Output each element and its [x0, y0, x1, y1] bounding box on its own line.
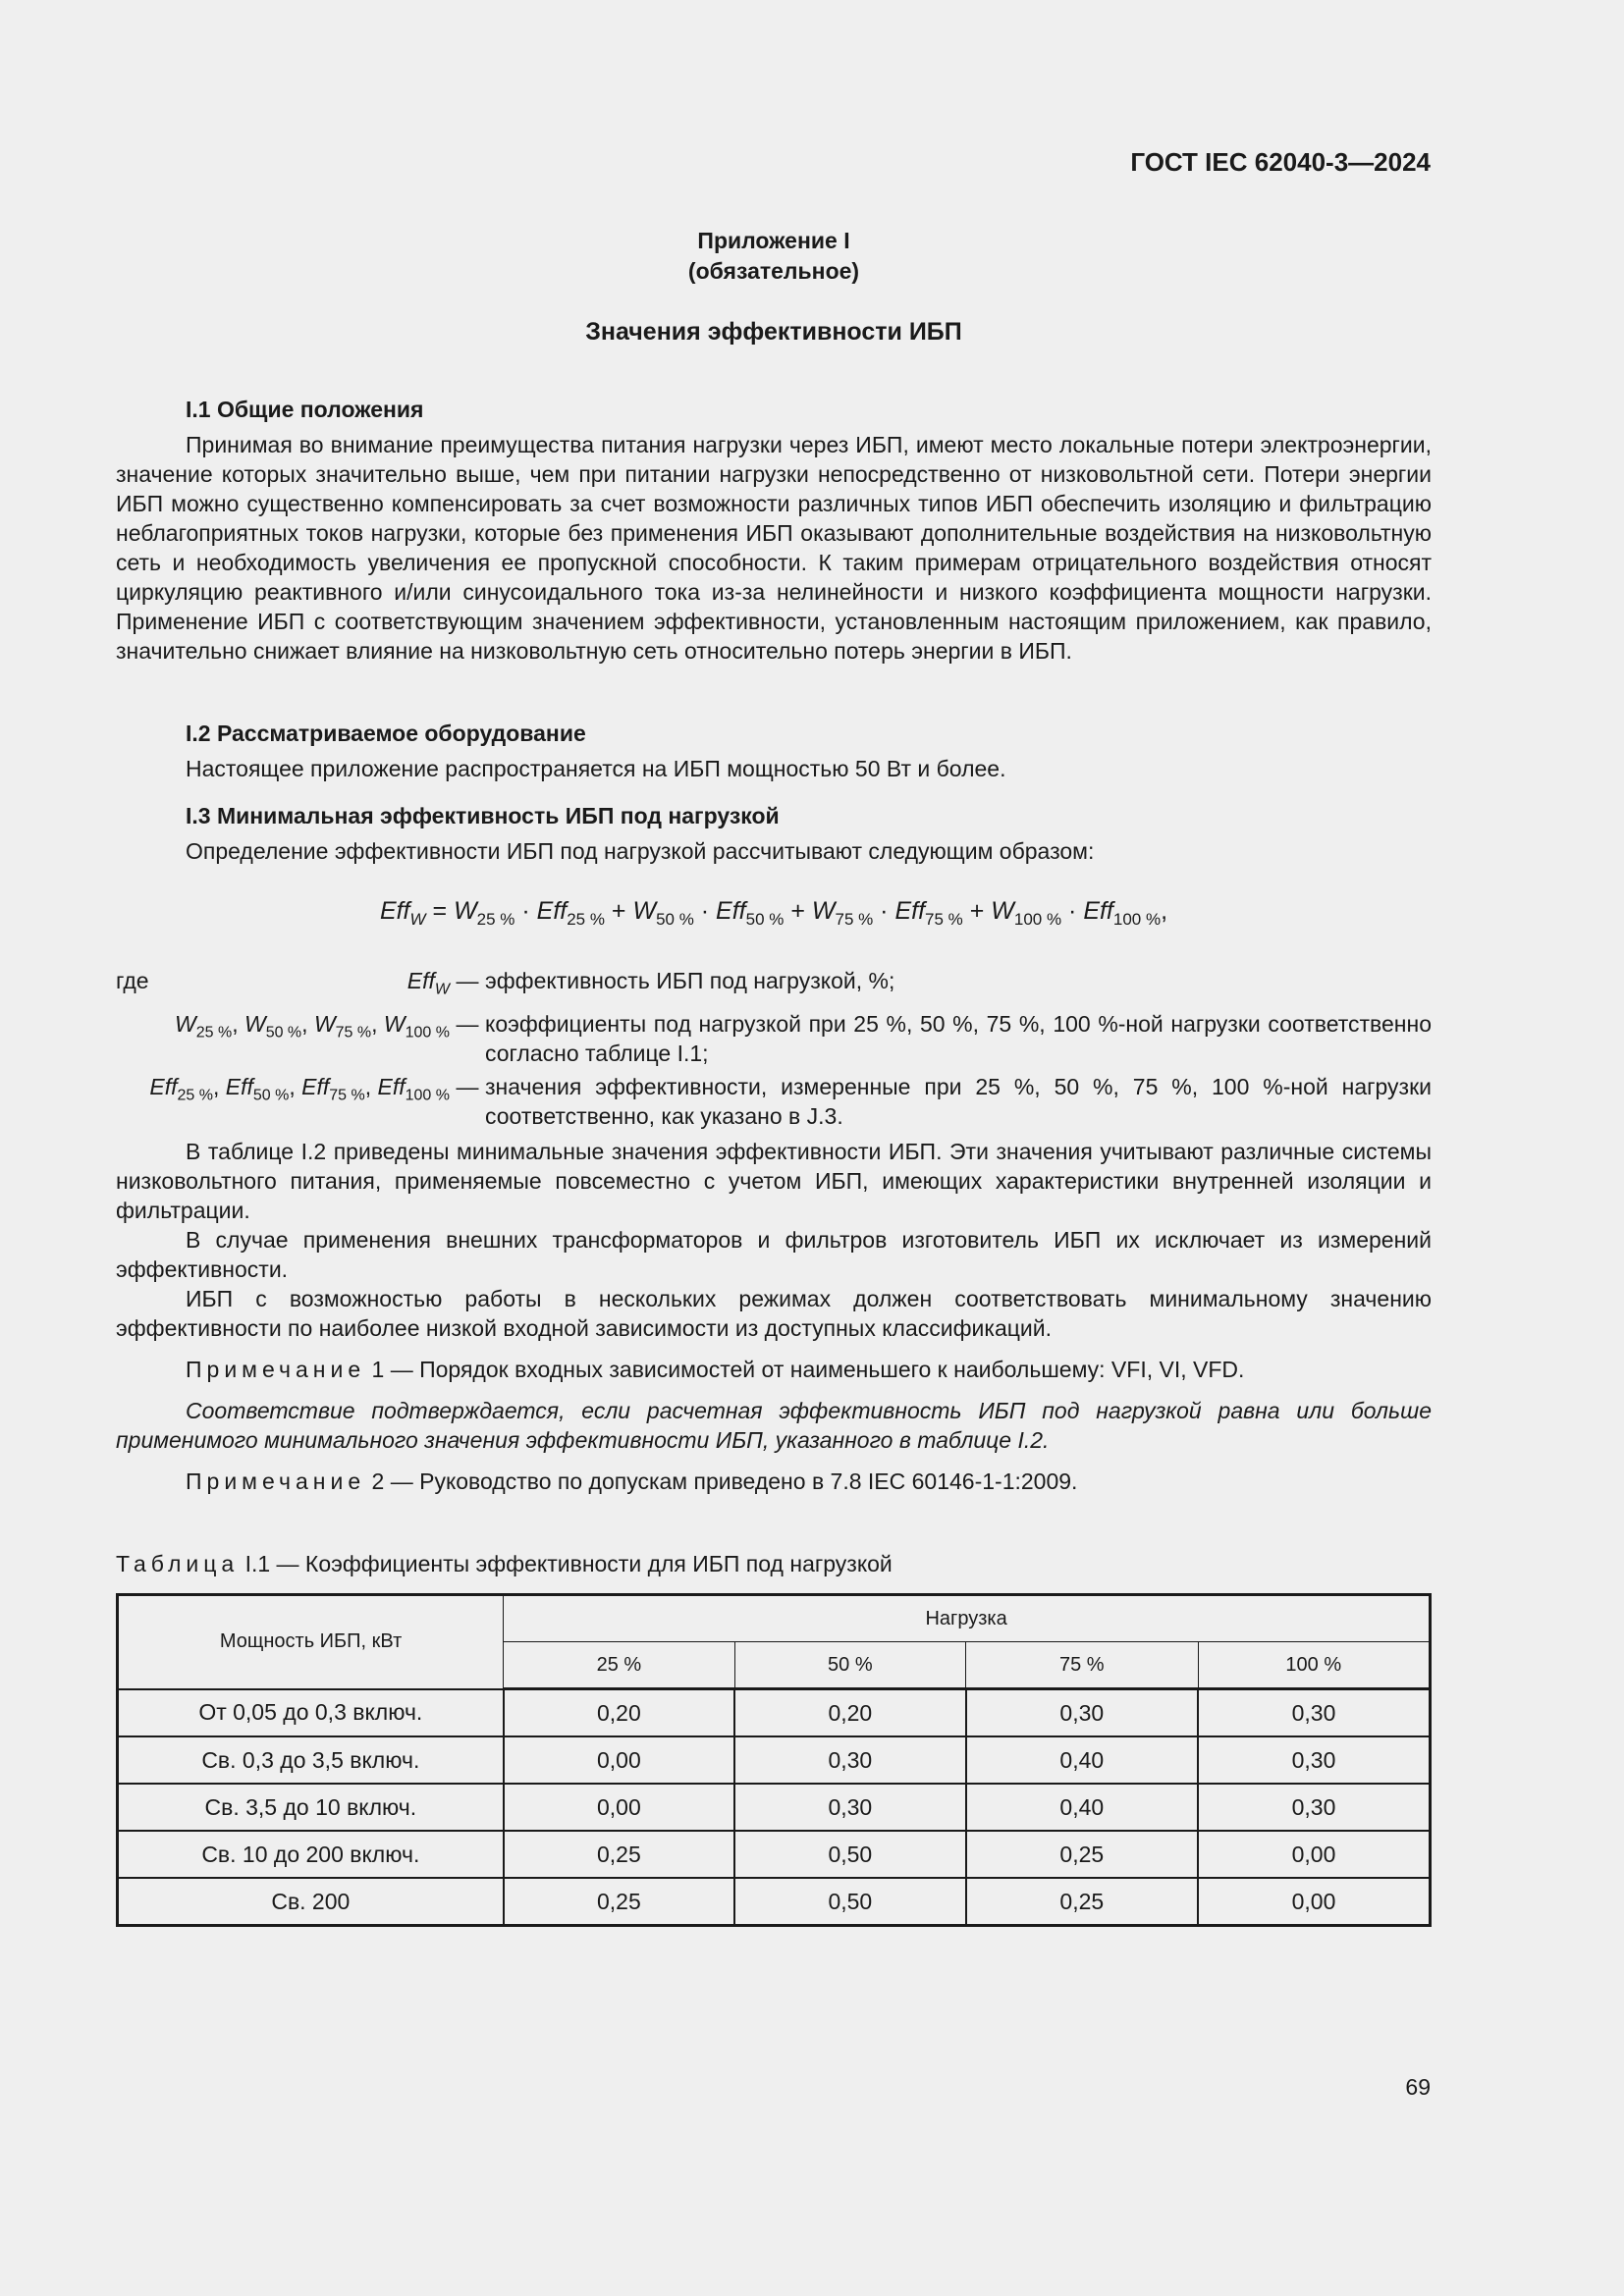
where-label: где — [116, 968, 149, 993]
efficiency-formula: $Eff_W = W_{25 \%} \cdot Eff_{25 \%} + W_{50 \%} \cdot Eff_{50 \%} + W_{75 \%} \cdot Eff_{75 \%} + W_{100 \%} \cdot Eff_{100 \%}$, — [379, 897, 1168, 929]
definition-dash: — — [456, 968, 479, 993]
table-header-row — [118, 1595, 1431, 1642]
definition-text: коэффициенты под нагрузкой при 25 %, 50 %, 75 %, 100 %-ной нагрузки соответственно согласно таблице I.1; — [485, 1010, 1432, 1066]
definition-symbol: Eff$_W$ — [406, 968, 450, 998]
definition-symbol: $W_{25 \%}$, $W_{50 \%}$, $W_{75 \%}$, $W_{100 \%}$ — [175, 1010, 450, 1041]
table-cell: Св. 3,5 до 10 включ. — [118, 1784, 504, 1831]
table-cell: 0,00 — [504, 1736, 734, 1784]
definition-dash: — — [456, 1010, 479, 1037]
table-cell: 0,25 — [504, 1831, 734, 1878]
table-cell: 0,40 — [966, 1784, 1198, 1831]
table-cell: 0,00 — [504, 1784, 734, 1831]
page-number: 69 — [1405, 2074, 1431, 2100]
table-cell: 0,00 — [1198, 1831, 1430, 1878]
table-cell: Св. 0,3 до 3,5 включ. — [118, 1736, 504, 1784]
table-cell: 0,40 — [966, 1736, 1198, 1784]
table-cell: 0,00 — [1198, 1878, 1430, 1926]
appendix-label: Приложение I — [697, 228, 850, 253]
header-load-100: 100 % — [1198, 1642, 1430, 1689]
table-cell: Св. 200 — [118, 1878, 504, 1926]
table-cell: 0,20 — [734, 1689, 965, 1737]
table-cell: 0,30 — [1198, 1736, 1430, 1784]
table-cell: От 0,05 до 0,3 включ. — [118, 1689, 504, 1737]
definition-row — [116, 966, 1432, 1005]
definition-text: эффективность ИБП под нагрузкой, %; — [485, 968, 895, 993]
table-cell: 0,30 — [734, 1736, 965, 1784]
efficiency-paragraphs — [116, 1137, 1432, 1496]
table-cell: 0,30 — [734, 1784, 965, 1831]
definition-dash: — — [456, 1073, 479, 1099]
note-2: Примечание 2 — Руководство по допускам приведено в 7.8 IEC 60146-1-1:2009. — [186, 1468, 1078, 1494]
document-code: ГОСТ IEC 62040-3—2024 — [1130, 147, 1431, 177]
definition-row — [116, 1072, 1432, 1131]
note-1: Примечание 1 — Порядок входных зависимостей от наименьшего к наибольшему: VFI, VI, VFD. — [186, 1357, 1245, 1382]
table-row — [118, 1689, 1431, 1737]
page-title: Значения эффективности ИБП — [585, 318, 962, 346]
table-cell: 0,25 — [966, 1878, 1198, 1926]
table-cell: 0,30 — [1198, 1689, 1430, 1737]
paragraph: Определение эффективности ИБП под нагрузкой рассчитывают следующим образом: — [186, 838, 1095, 864]
header-power: Мощность ИБП, кВт — [118, 1595, 504, 1689]
header-load-50: 50 % — [734, 1642, 965, 1689]
formula-definitions — [116, 966, 1432, 1135]
section-general — [116, 395, 1432, 666]
definition-text: значения эффективности, измеренные при 25 %, 50 %, 75 %, 100 %-ной нагрузки соответственно, как указано в J.3. — [485, 1073, 1432, 1129]
appendix-status: (обязательное) — [687, 258, 860, 284]
header-load: Нагрузка — [504, 1595, 1431, 1642]
table-cell: 0,25 — [966, 1831, 1198, 1878]
definition-row — [116, 1009, 1432, 1068]
section-min-efficiency — [116, 801, 1432, 866]
section-heading: I.1 Общие положения — [186, 397, 424, 422]
header-load-25: 25 % — [504, 1642, 734, 1689]
table-cell: 0,25 — [504, 1878, 734, 1926]
paragraph: В таблице I.2 приведены минимальные значения эффективности ИБП. Эти значения учитывают различные системы низковольтного питания, применяемые повсеместно с учетом ИБП, имеющих характеристики внутренней изоляции и фильтрации. — [116, 1139, 1432, 1223]
table-cell: 0,50 — [734, 1878, 965, 1926]
paragraph: ИБП с возможностью работы в нескольких режимах должен соответствовать минимальному значению эффективности по наиболее низкой входной зависимости из доступных классификаций. — [116, 1286, 1432, 1341]
table-cell: 0,30 — [1198, 1784, 1430, 1831]
table-row — [118, 1831, 1431, 1878]
table-row — [118, 1784, 1431, 1831]
paragraph: Принимая во внимание преимущества питания нагрузки через ИБП, имеют место локальные потери электроэнергии, значение которых значительно выше, чем при питании нагрузки непосредственно от низковольтной сети. Потери энергии ИБП можно существенно компенсировать за счет возможности различных типов ИБП обеспечить изоляцию и фильтрацию неблагоприятных токов нагрузки, которые без применения ИБП оказывают дополнительные воздействия на низковольтную сеть и необходимость увеличения ее пропускной способности. К таким примерам отрицательного воздействия относят циркуляцию реактивного и/или синусоидального тока из-за нелинейности и низкого коэффициента мощности нагрузки. Применение ИБП с соответствующим значением эффективности, установленным настоящим приложением, как правило, значительно снижает влияние на низковольтную сеть относительно потерь энергии в ИБП. — [116, 432, 1432, 664]
paragraph: В случае применения внешних трансформаторов и фильтров изготовитель ИБП их исключает из измерений эффективности. — [116, 1227, 1432, 1282]
table-cell: 0,20 — [504, 1689, 734, 1737]
definition-symbol: Eff$_{25 \%}$, Eff$_{50 \%}$, Eff$_{75 \%}$, Eff$_{100 \%}$ — [149, 1073, 450, 1104]
table-cell: 0,30 — [966, 1689, 1198, 1737]
header-load-75: 75 % — [966, 1642, 1198, 1689]
appendix-heading — [116, 226, 1432, 287]
table-caption: Таблица I.1 — Коэффициенты эффективности для ИБП под нагрузкой — [116, 1551, 893, 1576]
table-cell: 0,50 — [734, 1831, 965, 1878]
section-heading: I.2 Рассматриваемое оборудование — [186, 721, 586, 746]
compliance-statement: Соответствие подтверждается, если расчетная эффективность ИБП под нагрузкой равна или больше применимого минимального значения эффективности ИБП, указанного в таблице I.2. — [116, 1398, 1432, 1453]
paragraph: Настоящее приложение распространяется на ИБП мощностью 50 Вт и более. — [186, 756, 1006, 781]
table-cell: Св. 10 до 200 включ. — [118, 1831, 504, 1878]
section-equipment — [116, 719, 1432, 783]
table-row — [118, 1878, 1431, 1926]
efficiency-coefficients-table — [116, 1593, 1432, 1927]
table-row — [118, 1736, 1431, 1784]
section-heading: I.3 Минимальная эффективность ИБП под нагрузкой — [186, 803, 780, 828]
